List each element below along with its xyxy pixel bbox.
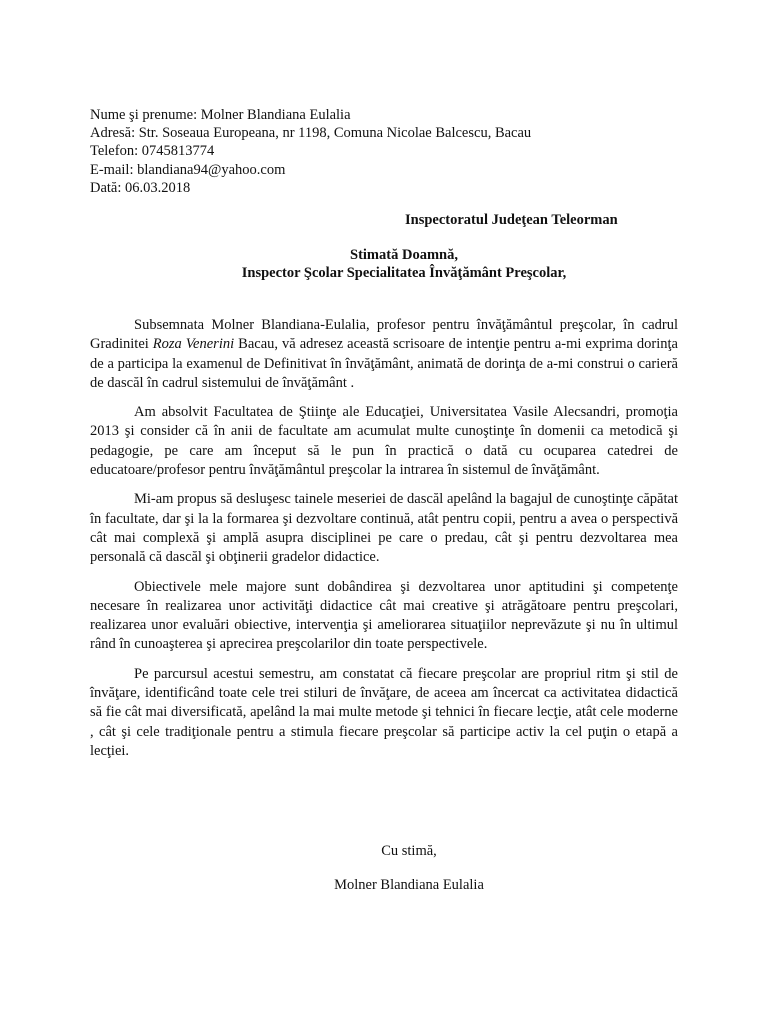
body-paragraph-4: Obiectivele mele majore sunt dobândirea şi dezvoltarea unor aptitudini şi competenţe necesare în realizarea unor activităţi didactice cât mai creative şi atrăgătoare pentru preşcolari, realizarea unor evaluări obiective, intervenţia şi ameliorarea situaţiilor neprevăzute şi nu în ultimul rând în cunoaşterea şi aprecirea preşcolarilor din toate perspectivele. — [90, 578, 678, 653]
kindergarten-name: Roza Venerini — [152, 336, 235, 353]
salutation-line-2: Inspector Şcolar Specialitatea Învăţământ Preşcolar, — [241, 265, 567, 281]
body-paragraph-5: Pe parcursul acestui semestru, am constatat că fiecare preşcolar are propriul ritm şi stil de învăţare, identificând toate cele trei stiluri de învăţare, de aceea am încercat ca activitatea didactică să fie cât mai diversificată, apelând la mai multe metode şi tehnici în fiecare lecţie, atât cele moderne , cât şi cele tradiţionale pentru a stimula fiecare preşcolar să participe activ la cel puţin o etapă a lecţiei. — [90, 665, 678, 759]
sender-email: E-mail: blandiana94@yahoo.com — [90, 161, 286, 178]
body-paragraph-3: Mi-am propus să desluşesc tainele meseriei de dascăl apelând la bagajul de cunoştinţe căpătat în facultate, dar şi la la formarea şi dezvoltare continuă, atât pentru copii, pentru a avea o perspectivă cât mai complexă şi amplă asupra disciplinei pe care o predau, cât şi pentru dezvoltarea mea personală că dascăl şi obţinerii gradelor didactice. — [90, 491, 678, 566]
salutation-line-1: Stimată Doamnă, — [350, 247, 458, 263]
sender-phone: Telefon: 0745813774 — [90, 143, 215, 160]
closing: Cu stimă, — [381, 843, 437, 859]
sender-block — [90, 106, 531, 197]
letter-date: Dată: 06.03.2018 — [90, 179, 191, 196]
letter-body — [90, 316, 678, 771]
body-paragraph-2: Am absolvit Facultatea de Ştiinţe ale Educaţiei, Universitatea Vasile Alecsandri, promoţia 2013 şi consider că în anii de facultate am acumulat multe cunoştinţe în domenii ca metodică şi pedagogie, pe care am început să le pun în practică o dată cu ocuparea catedrei de educatoare/profesor pentru învăţământul preşcolar la intrarea în sistemul de învăţământ. — [90, 404, 678, 479]
sender-name: Nume şi prenume: Molner Blandiana Eulalia — [90, 107, 351, 123]
salutation — [0, 246, 768, 282]
body-paragraph-1 — [90, 316, 678, 393]
paragraph-1-start: Subsemnata Molner Blandiana-Eulalia, profesor pentru învăţământul preşcolar, în cadrul Gradinitei — [90, 317, 678, 353]
sender-address: Adresă: Str. Soseaua Europeana, nr 1198, Comuna Nicolae Balcescu, Bacau — [90, 125, 532, 142]
recipient: Inspectoratul Judeţean Teleorman — [405, 212, 618, 228]
paragraph-1-end: Bacau, vă adresez această scrisoare de intenţie pentru a-mi exprima dorinţa de a participa la examenul de Definitivat în învăţământ, animată de dorinţa de a-mi construi o carieră de dascăl în cadrul sistemului de învăţământ . — [90, 336, 678, 391]
signature: Molner Blandiana Eulalia — [334, 877, 484, 893]
